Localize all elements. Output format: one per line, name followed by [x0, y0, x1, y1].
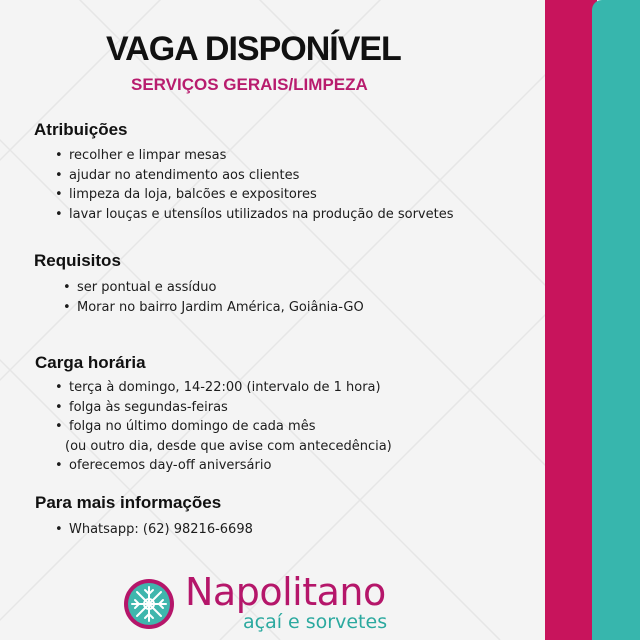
list-item: • Morar no bairro Jardim América, Goiânia-GO: [63, 299, 364, 315]
pink-side-stripe: [545, 0, 597, 640]
list-atribuicoes: [55, 146, 453, 224]
whatsapp-contact: • Whatsapp: (62) 98216-6698: [55, 522, 253, 537]
teal-side-stripe: [592, 0, 640, 640]
list-item: • lavar louças e utensílos utilizados na produção de sorvetes: [55, 206, 454, 222]
brand-tagline: açaí e sorvetes: [243, 611, 388, 633]
section-heading-carga-horaria: Carga horária: [35, 353, 146, 372]
list-item: • folga às segundas-feiras: [55, 399, 228, 415]
list-item: • ser pontual e assíduo: [63, 280, 217, 295]
list-requisitos: [63, 278, 364, 317]
section-heading-informacoes: Para mais informações: [35, 493, 222, 512]
page-title: VAGA DISPONÍVEL: [106, 30, 401, 68]
list-carga-horaria: [55, 378, 392, 476]
job-subtitle: SERVIÇOS GERAIS/LIMPEZA: [131, 75, 368, 94]
list-item: • folga no último domingo de cada mês: [55, 419, 316, 435]
list-item: • recolher e limpar mesas: [55, 148, 227, 163]
section-heading-requisitos: Requisitos: [34, 251, 121, 270]
list-item: • ajudar no atendimento aos clientes: [55, 167, 300, 183]
brand-name: Napolitano: [185, 570, 386, 614]
list-item: • oferecemos day-off aniversário: [55, 458, 272, 474]
list-informacoes: [55, 520, 253, 540]
section-heading-atribuicoes: Atribuições: [34, 120, 128, 139]
list-item: • limpeza da loja, balcões e expositores: [55, 187, 317, 203]
list-item: • terça à domingo, 14-22:00 (intervalo de 1 hora): [55, 380, 381, 395]
napolitano-logo-icon: [123, 578, 175, 630]
list-item-continuation: (ou outro dia, desde que avise com antecedência): [65, 438, 392, 454]
